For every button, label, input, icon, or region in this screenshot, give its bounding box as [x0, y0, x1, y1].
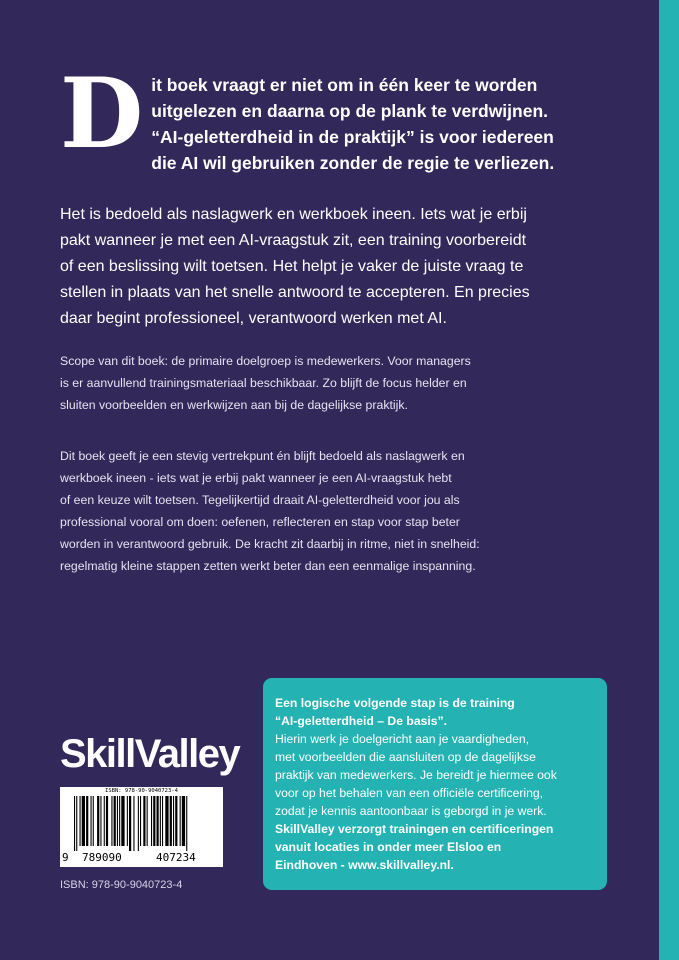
scope-line: is er aanvullend trainingsmateriaal beschikbaar. Zo blijft de focus helder en [60, 376, 467, 390]
spine-accent [659, 0, 679, 960]
lead-line: pakt wanneer je met een AI-vraagstuk zit, een training voorbereidt [60, 232, 527, 249]
body-paragraph [60, 445, 600, 577]
barcode-bar [160, 796, 161, 846]
barcode-bar [74, 796, 75, 851]
isbn-text: ISBN: 978-90-9040723-4 [60, 879, 183, 891]
barcode-bar [82, 796, 85, 846]
barcode-bar [100, 796, 101, 846]
barcode-bar [117, 796, 118, 846]
barcode-bar [121, 796, 124, 846]
lead-line: daar begint professioneel, verantwoord werken met AI. [60, 310, 447, 327]
barcode-bar [76, 796, 77, 851]
lead-line: Het is bedoeld als naslagwerk en werkboek ineen. Iets wat je erbij [60, 206, 527, 223]
barcode-bars [64, 796, 219, 851]
barcode-bar [153, 796, 155, 846]
callout-footer-line: Eindhoven - www.skillvalley.nl. [275, 858, 454, 872]
barcode-bar [175, 796, 177, 846]
body-line: of een keuze wilt toetsen. Tegelijkertijd draait AI-geletterdheid voor jou als [60, 493, 460, 507]
barcode-digits-right: 407234 [156, 851, 196, 864]
callout-footer-line: vanuit locaties in onder meer Elsloo en [275, 840, 502, 854]
intro-text [60, 57, 620, 176]
barcode-bar [162, 796, 163, 846]
barcode-bar [80, 796, 81, 846]
barcode-bar [133, 796, 134, 851]
scope-line: Scope van dit boek: de primaire doelgroep is medewerkers. Voor managers [60, 354, 471, 368]
body-line: regelmatig kleine stappen zetten werkt beter dan een eenmalige inspanning. [60, 559, 476, 573]
callout-heading-line: “AI-geletterdheid – De basis”. [275, 714, 448, 728]
training-callout [263, 678, 607, 890]
lead-paragraph [60, 202, 620, 332]
barcode-bar [106, 796, 108, 846]
intro-line: uitgelezen en daarna op de plank te verdwijnen. [151, 101, 549, 121]
lead-line: of een beslissing wilt toetsen. Het helpt je vaker de juiste vraag te [60, 258, 524, 275]
callout-body-line: praktijk van medewerkers. Je bereidt je hiermee ook [275, 768, 557, 782]
barcode-bar [111, 796, 112, 846]
scope-paragraph [60, 350, 600, 416]
barcode-bar [147, 796, 148, 846]
dropcap: D [60, 57, 144, 170]
callout-body-line: met voorbeelden die aansluiten op de dagelijkse [275, 750, 536, 764]
body-line: werkboek ineen - iets wat je erbij pakt wanneer je een AI-vraagstuk hebt [60, 471, 452, 485]
barcode-bar [140, 796, 141, 846]
barcode-bar [138, 796, 139, 851]
barcode-bar [129, 796, 131, 851]
barcode-bar [170, 796, 172, 846]
barcode-digits-left: 789090 [82, 851, 122, 864]
barcode-bar [143, 796, 145, 846]
intro-line: die AI wil gebruiken zonder de regie te verliezen. [151, 153, 555, 173]
barcode-bar [173, 796, 174, 846]
barcode-bar [93, 796, 94, 846]
callout-body-line: voor op het behalen van een officiële certificering, [275, 786, 544, 800]
barcode [60, 787, 223, 867]
callout-body-line: Hierin werk je doelgericht aan je vaardigheden, [275, 732, 530, 746]
barcode-bar [165, 796, 168, 846]
barcode-bar [104, 796, 105, 846]
barcode-bar [97, 796, 99, 846]
intro-line: it boek vraagt er niet om in één keer te worden [151, 75, 538, 95]
barcode-bar [151, 796, 152, 846]
barcode-bar [180, 796, 181, 846]
lead-line: stellen in plaats van het snelle antwoord te accepteren. En precies [60, 284, 530, 301]
barcode-bar [186, 796, 187, 851]
brand-logo: SkillValley [60, 732, 240, 776]
scope-line: sluiten voorbeelden en werkwijzen aan bij de dagelijkse praktijk. [60, 398, 408, 412]
body-line: worden in verantwoord gebruik. De kracht zit daarbij in ritme, niet in snelheid: [60, 537, 480, 551]
body-line: Dit boek geeft je een stevig vertrekpunt én blijft bedoeld als naslagwerk en [60, 449, 465, 463]
barcode-bar [86, 796, 88, 846]
barcode-bar [114, 796, 116, 846]
intro-line: “AI-geletterdheid in de praktijk” is voor iedereen [151, 127, 554, 147]
barcode-digit-first: 9 [62, 851, 69, 864]
barcode-bar [182, 796, 185, 846]
barcode-top-text: ISBN: 978-90-9040723-4 [105, 788, 178, 794]
barcode-bar [127, 796, 128, 846]
callout-heading-line: Een logische volgende stap is de training [275, 696, 515, 710]
barcode-bar [91, 796, 92, 846]
callout-body-line: zodat je kennis aantoonbaar is geborgd in je werk. [275, 804, 547, 818]
body-line: professional vooral om doen: oefenen, reflecteren en stap voor stap beter [60, 515, 460, 529]
barcode-bar [119, 796, 120, 846]
barcode-bar [157, 796, 159, 846]
callout-footer-line: SkillValley verzorgt trainingen en certificeringen [275, 822, 554, 836]
